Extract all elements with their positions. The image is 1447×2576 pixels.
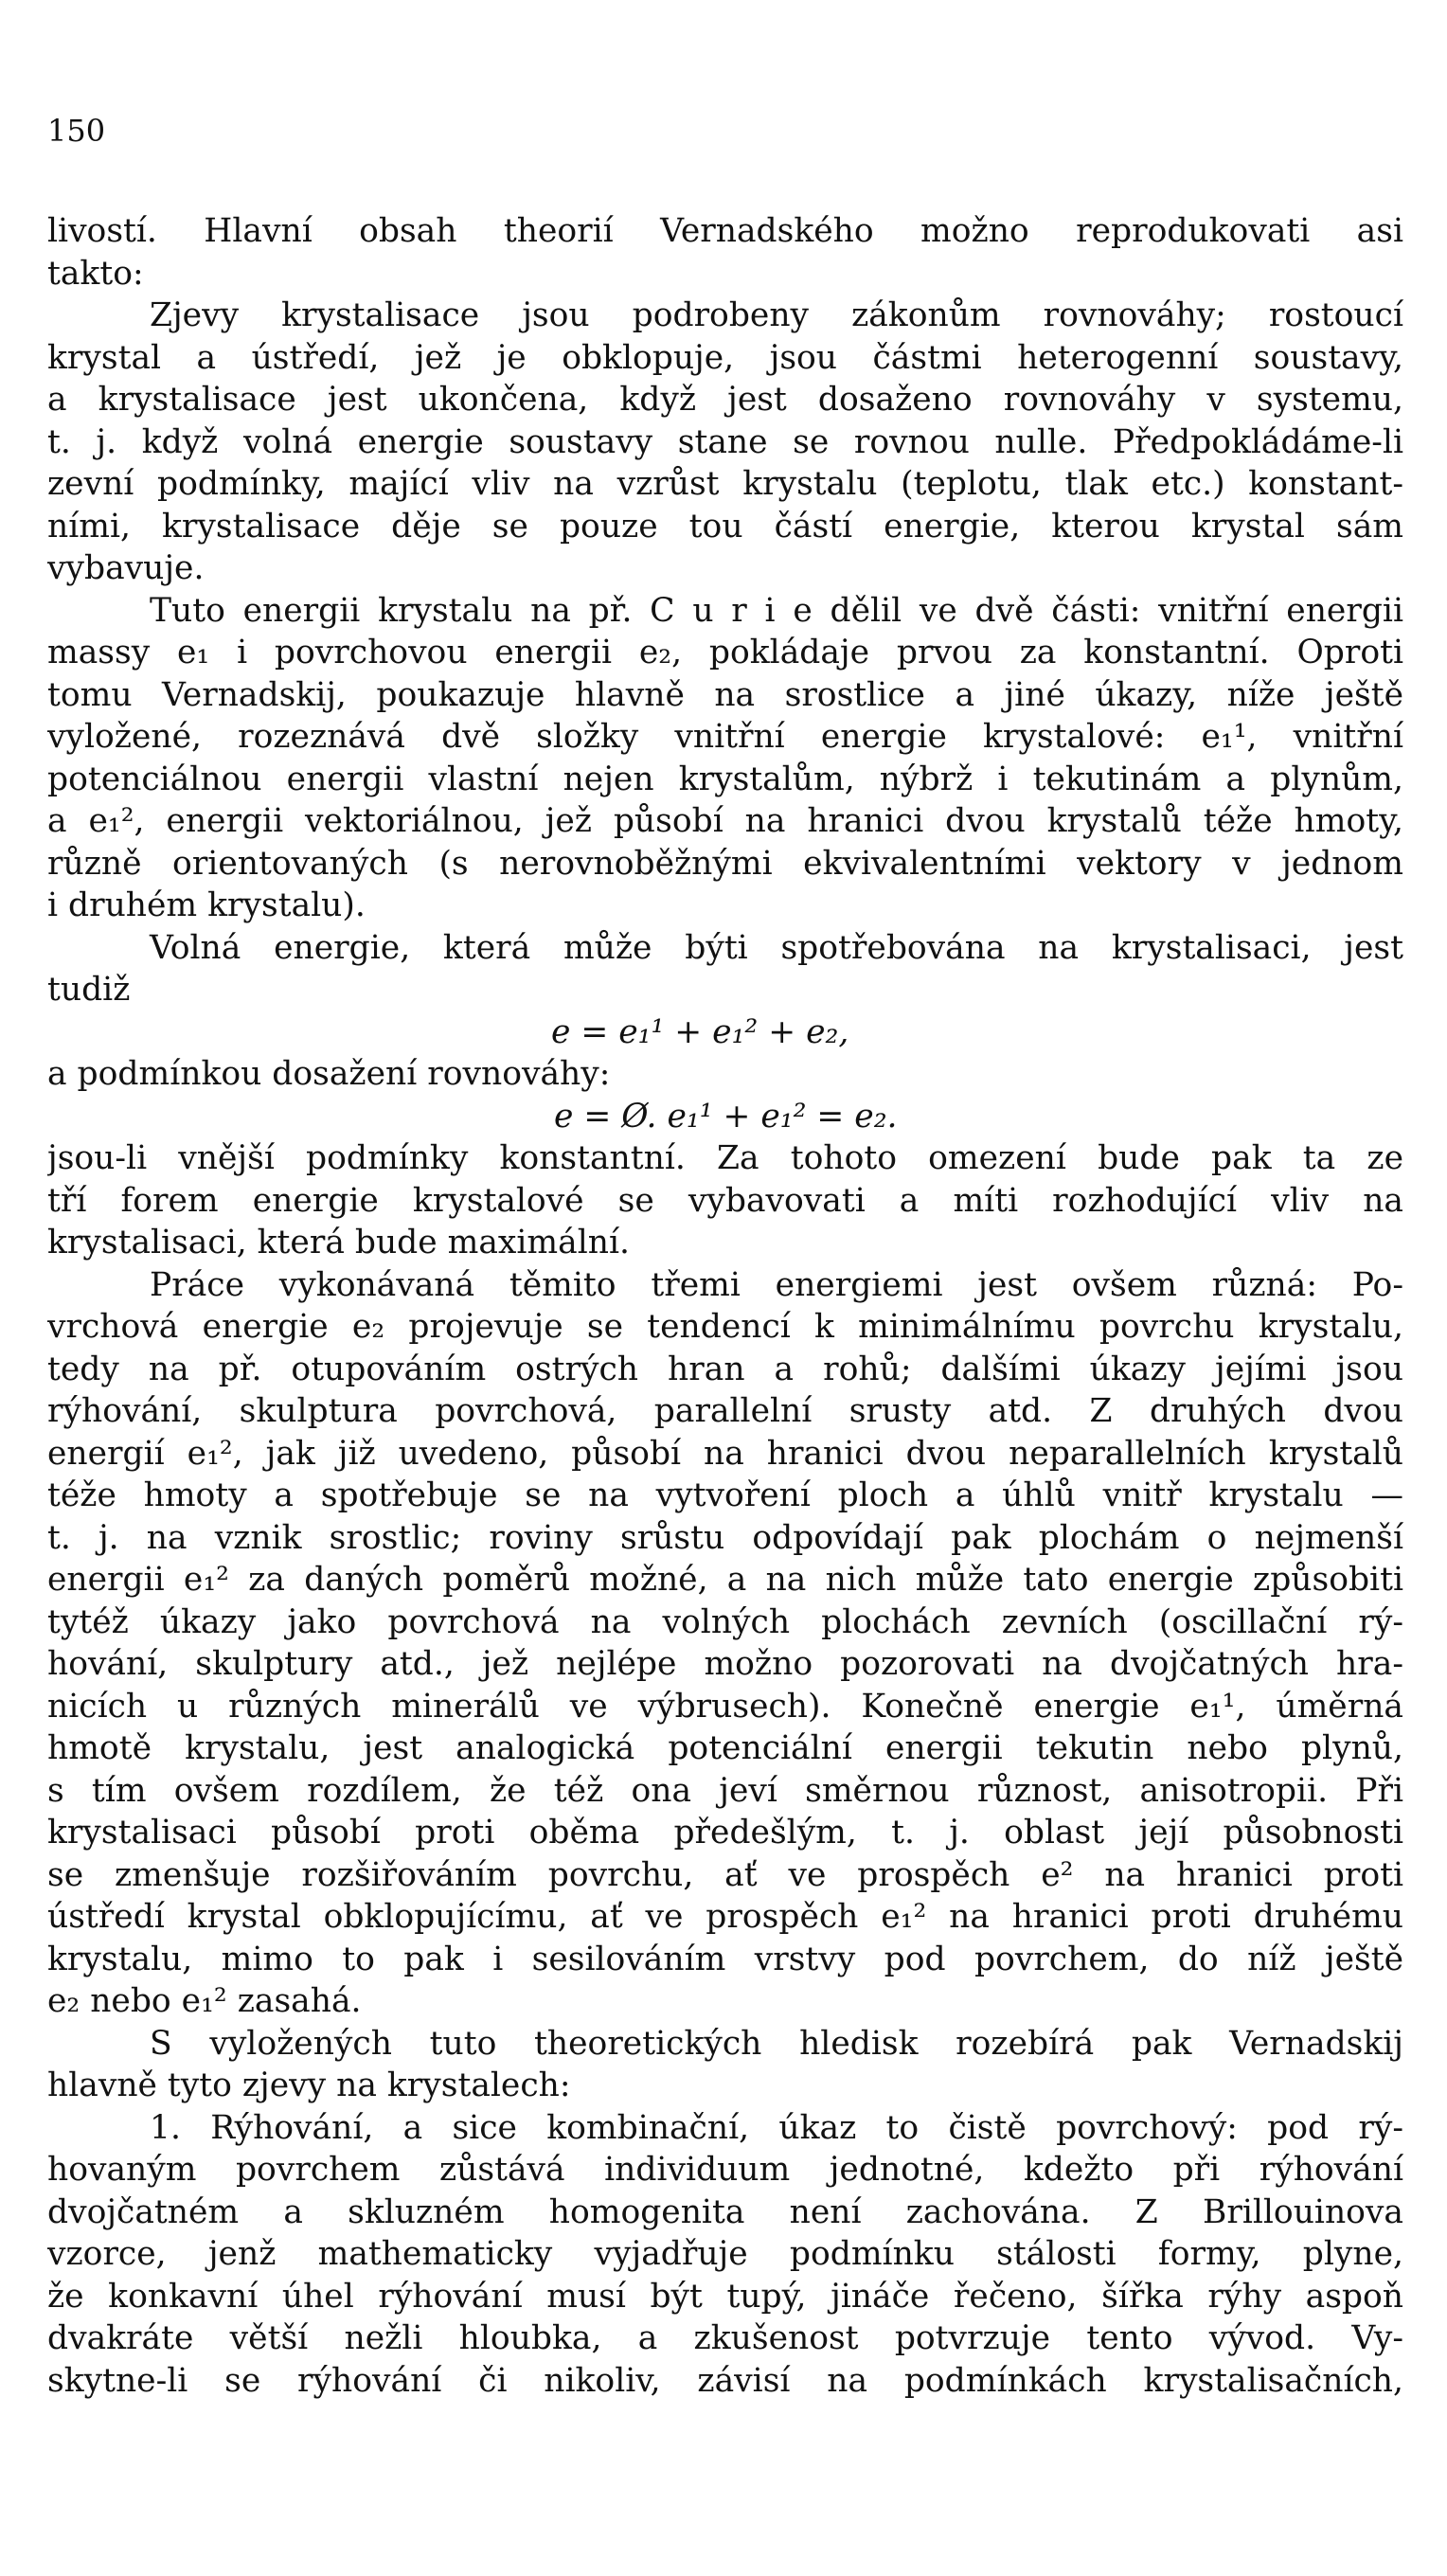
text-line: vyložené, rozeznává dvě složky vnitřní energie krystalové: e₁¹, vnitřní [47, 718, 1403, 756]
text-line: a podmínkou dosažení rovnováhy: [47, 1055, 611, 1093]
text-line: hmotě krystalu, jest analogická potenciální energii tekutin nebo plynů, [47, 1729, 1403, 1767]
equation: e = e₁¹ + e₁² + e₂, [551, 1012, 849, 1051]
text-line: Práce vykonávaná těmito třemi energiemi jest ovšem různá: Po- [150, 1265, 1403, 1304]
text-line: e₂ nebo e₁² zasahá. [47, 1982, 362, 2020]
body-text [47, 210, 1403, 2402]
text-line: ústředí krystal obklopujícímu, ať ve prospěch e₁² na hranici proti druhému [47, 1898, 1403, 1936]
text-line: ními, krystalisace děje se pouze tou částí energie, kterou krystal sám [47, 507, 1403, 546]
text-line: hovaným povrchem zůstává individuum jednotné, kdežto při rýhování [47, 2151, 1403, 2189]
text-line: tytéž úkazy jako povrchová na volných plochách zevních (oscillační rý- [47, 1602, 1403, 1641]
text-line: rýhování, skulptura povrchová, parallelní srusty atd. Z druhých dvou [47, 1392, 1403, 1430]
text-line: hování, skulptury atd., jež nejlépe možno pozorovati na dvojčatných hra- [47, 1645, 1403, 1683]
text-line: S vyložených tuto theoretických hledisk rozebírá pak Vernadskij [150, 2024, 1403, 2063]
text-line: zevní podmínky, mající vliv na vzrůst krystalu (teplotu, tlak etc.) konstant- [47, 465, 1403, 503]
text-line: tudiž [47, 971, 131, 1009]
text-line: skytne-li se rýhování či nikoliv, závisí na podmínkách krystalisačních, [47, 2361, 1403, 2400]
text-line: energií e₁², jak již uvedeno, působí na hranici dvou neparallelních krystalů [47, 1434, 1403, 1473]
text-line: Zjevy krystalisace jsou podrobeny zákonům rovnováhy; rostoucí [150, 296, 1403, 334]
text-line: t. j. když volná energie soustavy stane se rovnou nulle. Předpokládáme-li [47, 422, 1403, 461]
text-line: massy e₁ i povrchovou energii e₂, pokládaje prvou za konstantní. Oproti [47, 634, 1403, 671]
text-line: krystalu, mimo to pak i sesilováním vrstvy pod povrchem, do níž ještě [47, 1940, 1403, 1978]
page-number: 150 [47, 113, 106, 149]
text-line: nicích u různých minerálů ve výbrusech). Konečně energie e₁¹, úměrná [47, 1687, 1403, 1726]
text-line: t. j. na vznik srostlic; roviny srůstu odpovídají pak plochám o nejmenší [47, 1518, 1403, 1557]
text-line: tří forem energie krystalové se vybavovati a míti rozhodující vliv na [47, 1181, 1403, 1220]
text-line: různě orientovaných (s nerovnoběžnými ekvivalentními vektory v jednom [47, 844, 1403, 883]
text-line: vrchová energie e₂ projevuje se tendencí k minimálnímu povrchu krystalu, [47, 1308, 1403, 1346]
text-line: vzorce, jenž mathematicky vyjadřuje podmínku stálosti formy, plyne, [47, 2235, 1403, 2273]
text-line: krystal a ústředí, jež je obklopuje, jsou částmi heterogenní soustavy, [47, 338, 1403, 377]
text-line: dvojčatném a skluzném homogenita není zachována. Z Brillouinova [47, 2192, 1403, 2231]
text-line: hlavně tyto zjevy na krystalech: [47, 2066, 571, 2104]
text-line: energii e₁² za daných poměrů možné, a na nich může tato energie způsobiti [47, 1561, 1403, 1599]
text-line: potenciálnou energii vlastní nejen krystalům, nýbrž i tekutinám a plynům, [47, 760, 1403, 798]
text-line: s tím ovšem rozdílem, že též ona jeví směrnou různost, anisotropii. Při [47, 1771, 1403, 1810]
text-line: tomu Vernadskij, poukazuje hlavně na srostlice a jiné úkazy, níže ještě [47, 675, 1403, 714]
text-line: krystalisaci působí proti oběma předešlým, t. j. oblast její působnosti [47, 1814, 1403, 1852]
text-line: tedy na př. otupováním ostrých hran a rohů; dalšími úkazy jejími jsou [47, 1350, 1403, 1388]
equation: e = Ø. e₁¹ + e₁² = e₂. [554, 1097, 898, 1136]
text-line: a krystalisace jest ukončena, když jest dosaženo rovnováhy v systemu, [47, 381, 1403, 419]
text-line: i druhém krystalu). [47, 886, 366, 924]
text-line: téže hmoty a spotřebuje se na vytvoření ploch a úhlů vnitř krystalu — [47, 1476, 1403, 1514]
text-line: takto: [47, 254, 144, 293]
text-line: že konkavní úhel rýhování musí být tupý, jináče řečeno, šířka rýhy aspoň [47, 2277, 1403, 2316]
text-line: Tuto energii krystalu na př. C u r i e dělil ve dvě části: vnitřní energii [150, 591, 1403, 630]
text-line: 1. Rýhování, a sice kombinační, úkaz to čistě povrchový: pod rý- [150, 2108, 1403, 2147]
text-line: dvakráte větší nežli hloubka, a zkušenost potvrzuje tento vývod. Vy- [47, 2319, 1403, 2357]
text-line: livostí. Hlavní obsah theorií Vernadského možno reprodukovati asi [47, 212, 1403, 250]
text-line: vybavuje. [47, 549, 205, 587]
text-line: krystalisaci, která bude maximální. [47, 1224, 630, 1261]
text-line: se zmenšuje rozšiřováním povrchu, ať ve prospěch e² na hranici proti [47, 1855, 1403, 1894]
text-line: Volná energie, která může býti spotřebována na krystalisaci, jest [150, 928, 1403, 967]
text-line: a e₁², energii vektoriálnou, jež působí na hranici dvou krystalů téže hmoty, [47, 802, 1403, 840]
text-line: jsou-li vnější podmínky konstantní. Za tohoto omezení bude pak ta ze [47, 1139, 1403, 1177]
